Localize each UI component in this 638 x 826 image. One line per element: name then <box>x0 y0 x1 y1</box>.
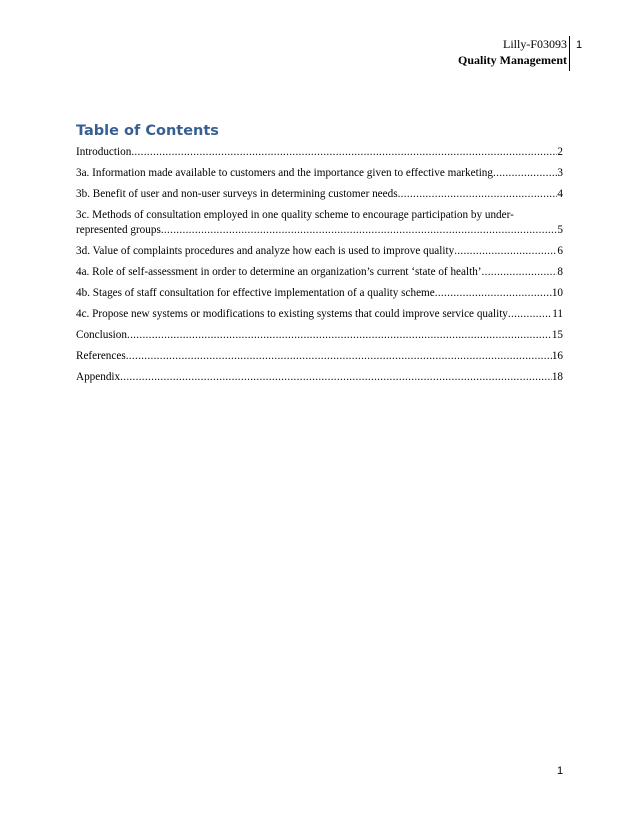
toc-leader-dots <box>508 307 552 322</box>
header-page-number: 1 <box>576 39 583 51</box>
header-divider <box>569 36 570 71</box>
toc-entry-page: 11 <box>552 308 563 320</box>
toc-entry-4a[interactable] <box>76 265 563 280</box>
toc-entry-4c[interactable] <box>76 307 563 322</box>
toc-entry-page: 10 <box>551 287 563 299</box>
toc-entry-text: 4c. Propose new systems or modifications to existing systems that could improve service quality <box>76 308 508 320</box>
header-author: Lilly-F03093 <box>502 37 567 51</box>
toc-entry-text: 4a. Role of self-assessment in order to determine an organization’s current ‘state of health’ <box>76 266 482 278</box>
toc-entry-text: Conclusion <box>76 329 127 341</box>
toc-entry-3b[interactable] <box>76 187 563 202</box>
page-header <box>458 36 567 68</box>
toc-entry-3d[interactable] <box>76 244 563 259</box>
toc-entry-appendix[interactable] <box>76 370 563 385</box>
header-subject: Quality Management <box>458 53 567 67</box>
toc-entry-3a[interactable] <box>76 166 563 181</box>
toc-entry-4b[interactable] <box>76 286 563 301</box>
toc-entry-text: 3d. Value of complaints procedures and analyze how each is used to improve quality <box>76 245 455 257</box>
toc-leader-dots <box>435 286 552 301</box>
toc-entry-page: 15 <box>551 329 563 341</box>
toc-entry-text: 4b. Stages of staff consultation for effective implementation of a quality scheme <box>76 287 435 299</box>
toc-entry-text: References <box>76 350 126 362</box>
toc-leader-dots <box>127 328 552 343</box>
toc-entry-text: 3b. Benefit of user and non-user surveys in determining customer needs <box>76 188 398 200</box>
toc-entry-page: 4 <box>557 188 563 200</box>
toc-entry-text: Appendix <box>76 371 121 383</box>
toc-leader-dots <box>126 349 552 364</box>
toc-leader-dots <box>161 223 558 238</box>
toc-entry-text: 3a. Information made available to customers and the importance given to effective marketing <box>76 167 493 179</box>
toc-leader-dots <box>482 265 558 280</box>
toc-entry-text: Introduction <box>76 146 132 158</box>
table-of-contents <box>76 145 563 391</box>
toc-entry-text-line1: 3c. Methods of consultation employed in one quality scheme to encourage participation by under- <box>76 209 514 221</box>
toc-entry-text: represented groups <box>76 224 161 236</box>
toc-entry-page: 16 <box>551 350 563 362</box>
toc-entry-page: 18 <box>551 371 563 383</box>
footer-page-number: 1 <box>557 765 564 777</box>
toc-title: Table of Contents <box>76 123 219 139</box>
toc-leader-dots <box>120 370 552 385</box>
toc-leader-dots <box>131 145 557 160</box>
toc-leader-dots <box>454 244 557 259</box>
toc-entry-page: 3 <box>557 167 563 179</box>
toc-entry-page: 5 <box>557 224 563 236</box>
toc-entry-page: 2 <box>557 146 563 158</box>
toc-entry-3c[interactable] <box>76 208 563 238</box>
toc-entry-conclusion[interactable] <box>76 328 563 343</box>
toc-entry-introduction[interactable] <box>76 145 563 160</box>
toc-entry-page: 8 <box>557 266 563 278</box>
toc-entry-references[interactable] <box>76 349 563 364</box>
toc-leader-dots <box>398 187 558 202</box>
toc-leader-dots <box>493 166 557 181</box>
toc-entry-page: 6 <box>557 245 563 257</box>
